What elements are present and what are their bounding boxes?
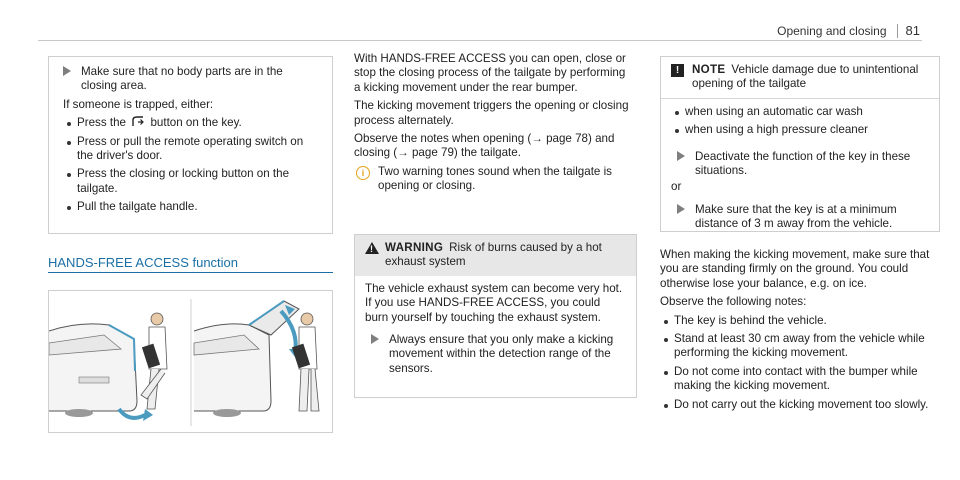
or-separator: or xyxy=(671,180,682,194)
page-number: 81 xyxy=(905,23,920,38)
illustration-graphic xyxy=(49,291,333,433)
step-item: Deactivate the function of the key in these situations. xyxy=(677,150,929,179)
step-item: Always ensure that you only make a kicking movement within the detection range of the sensors. xyxy=(371,333,626,376)
warning-triangle-icon: ! xyxy=(365,242,379,254)
section-heading: HANDS-FREE ACCESS function xyxy=(48,255,239,270)
paragraph: Observe the notes when opening (→ page 78) and closing (→ page 79) the tailgate. xyxy=(354,132,615,160)
paragraph: With HANDS-FREE ACCESS you can open, close or stop the closing process of the tailgate by performing a kicking movement under the rear bumper. xyxy=(354,52,626,94)
column-2 xyxy=(354,52,634,194)
warning-title: Risk of burns caused by a hot exhaust system xyxy=(385,241,602,269)
notice-label: NOTE xyxy=(692,63,726,76)
step-item: Make sure that no body parts are in the closing area. xyxy=(63,65,320,94)
notice-exclamation-icon: ! xyxy=(671,64,684,77)
notice-box xyxy=(660,56,940,232)
warning-header xyxy=(355,235,636,276)
column-3-text xyxy=(660,248,942,412)
page-reference-link[interactable]: → page 79) xyxy=(397,146,458,160)
list-item: The key is behind the vehicle. xyxy=(660,314,942,328)
paragraph: Observe the following notes: xyxy=(660,295,807,309)
page-reference-link[interactable]: → page 78) xyxy=(531,132,592,146)
paragraph: The kicking movement triggers the opening or closing process alternately. xyxy=(354,99,629,127)
step-arrow-icon xyxy=(371,334,379,344)
header-rule xyxy=(38,40,922,41)
list-item: when using a high pressure cleaner xyxy=(671,123,929,137)
list-item: Press the closing or locking button on the tailgate. xyxy=(63,167,320,196)
warning-body: The vehicle exhaust system can become very hot. If you use HANDS-FREE ACCESS, you could burn yourself by touching the exhaust system. xyxy=(365,281,623,324)
step-arrow-icon xyxy=(63,66,71,76)
trapped-instructions-box xyxy=(48,56,333,234)
page-header xyxy=(777,24,920,38)
list-item: Do not come into contact with the bumper while making the kicking movement. xyxy=(660,365,942,394)
list-item: Press the button on the key. xyxy=(63,116,320,130)
paragraph: When making the kicking movement, make sure that you are standing firmly on the ground. You could otherwise lose your balance, e.g. on ice. xyxy=(660,248,930,290)
info-note: i Two warning tones sound when the tailgate is opening or closing. xyxy=(354,165,634,194)
notice-header xyxy=(661,57,939,99)
warning-box xyxy=(354,234,637,398)
list-item: Press or pull the remote operating switch on the driver's door. xyxy=(63,135,320,164)
warning-label: WARNING xyxy=(385,241,444,254)
list-item: Pull the tailgate handle. xyxy=(63,200,320,214)
tailgate-button-icon xyxy=(131,116,145,128)
info-icon: i xyxy=(356,166,370,180)
list-item: when using an automatic car wash xyxy=(671,105,929,119)
step-arrow-icon xyxy=(677,204,685,214)
section-heading-rule xyxy=(48,272,333,273)
step-item: Make sure that the key is at a minimum distance of 3 m away from the vehicle. xyxy=(677,203,929,232)
list-item: Do not carry out the kicking movement too slowly. xyxy=(660,398,942,412)
notice-title: Vehicle damage due to unintentional opening of the tailgate xyxy=(692,63,919,91)
trapped-intro: If someone is trapped, either: xyxy=(63,97,214,111)
header-divider xyxy=(897,24,898,38)
hands-free-illustration xyxy=(48,290,333,433)
step-arrow-icon xyxy=(677,151,685,161)
list-item: Stand at least 30 cm away from the vehicle while performing the kicking movement. xyxy=(660,332,942,361)
section-name: Opening and closing xyxy=(777,24,887,38)
